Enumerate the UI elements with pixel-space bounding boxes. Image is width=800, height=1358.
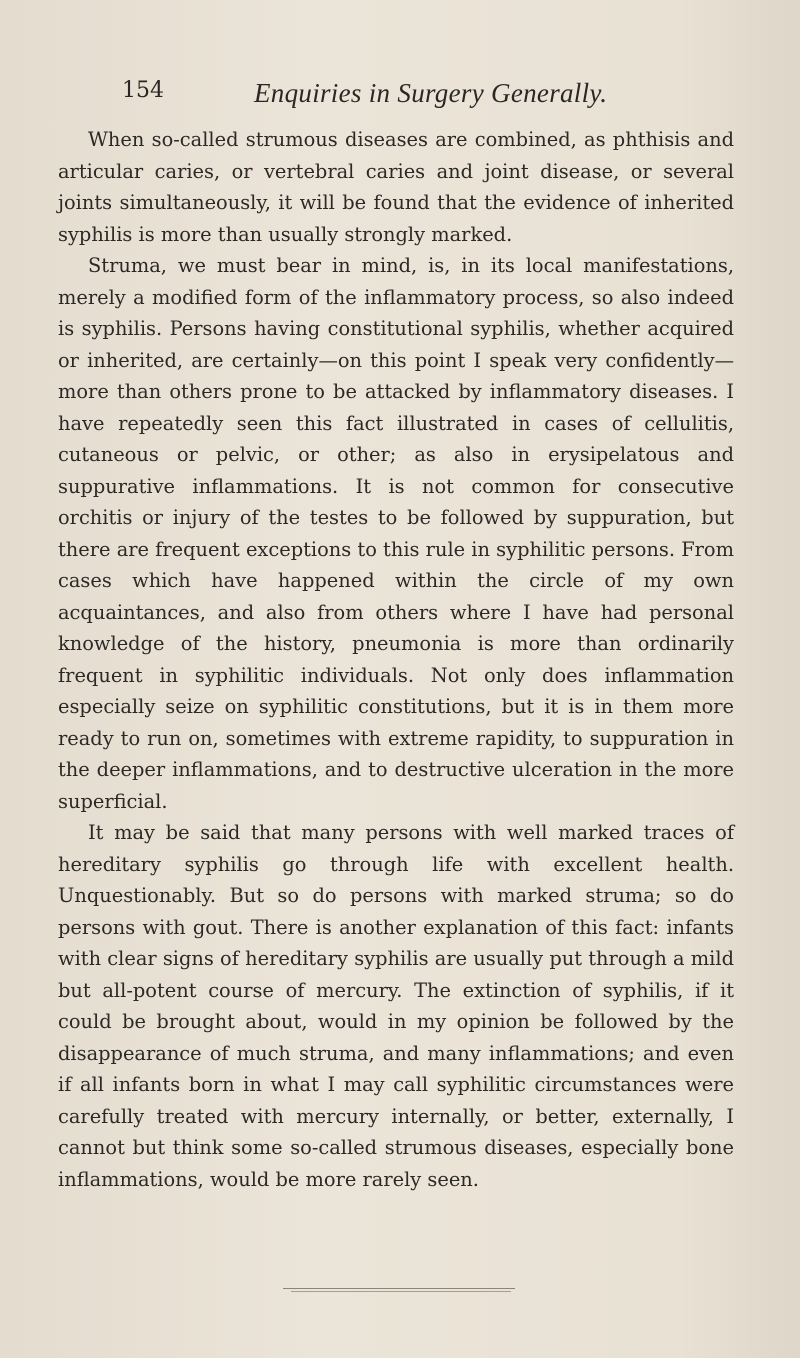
paragraph: It may be said that many persons with well marked traces of hereditary syphilis go through life with excellent health. Unquestionably. But so do persons with marked struma; so do persons with gout. There is another explanation of this fact: infants with clear signs of hereditary syphilis are usually put through a mild but all-potent course of mercury. The extinction of syphilis, if it could be brought about, would in my opinion be followed by the disappearance of much struma, and many inflammations; and even if all infants born in what I may call syphilitic circumstances were carefully treated with mercury internally, or better, externally, I cannot but think some so-called strumous diseases, especially bone inflammations, would be more rarely seen. <box>58 821 734 1191</box>
paragraph: Struma, we must bear in mind, is, in its local manifestations, merely a modified form of the inflammatory process, so also indeed is syphilis. Persons having constitutional syphilis, whether acquired or inherited, are certainly—on this point I speak very confidently—more than others prone to be attacked by inflammatory diseases. I have repeatedly seen this fact illustrated in cases of cellulitis, cutaneous or pelvic, or other; as also in erysipelatous and suppurative inflammations. It is not common for consecutive orchitis or injury of the testes to be followed by suppuration, but there are frequent exceptions to this rule in syphilitic persons. From cases which have happened within the circle of my own acquaintances, and also from others where I have had personal knowledge of the history, pneumonia is more than ordinarily frequent in syphilitic individuals. Not only does inflammation especially seize on syphilitic constitutions, but it is in them more ready to run on, sometimes with extreme rapidity, to suppuration in the deeper inflammations, and to destructive ulceration in the more superficial. <box>58 254 734 813</box>
running-title: Enquiries in Surgery Generally. <box>254 78 608 108</box>
body-text <box>58 124 734 1195</box>
end-rule <box>283 1288 515 1289</box>
end-rule-secondary <box>291 1291 511 1292</box>
paragraph: When so-called strumous diseases are combined, as phthisis and articular caries, or vertebral caries and joint disease, or several joints simultaneously, it will be found that the evidence of inherited syphilis is more than usually strongly marked. <box>58 128 734 246</box>
page-number: 154 <box>122 78 164 103</box>
page-header <box>122 78 682 118</box>
